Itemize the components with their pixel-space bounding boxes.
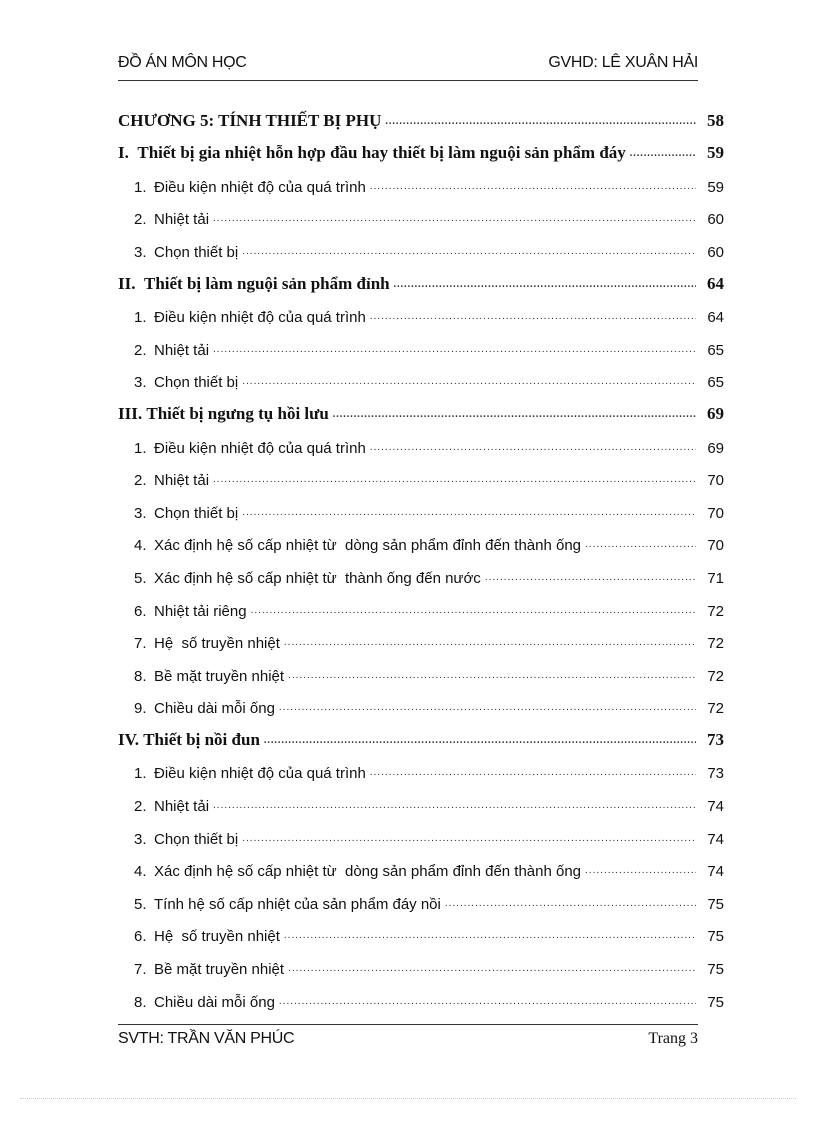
section-title — [129, 143, 138, 163]
item-page: 60 — [707, 243, 724, 261]
toc-leader-dots — [288, 963, 696, 974]
toc-leader-dots — [264, 735, 696, 746]
toc-leader-dots — [585, 539, 696, 550]
item-page: 59 — [707, 178, 724, 196]
toc-section-entry[interactable] — [118, 131, 724, 164]
item-text: Nhiệt tải — [154, 211, 210, 229]
item-text: Chiều dài mỗi ống — [154, 700, 275, 718]
item-page: 75 — [707, 895, 724, 913]
footer-rule — [118, 1024, 698, 1025]
toc-item-entry[interactable] — [118, 685, 724, 718]
toc-leader-dots — [485, 572, 696, 583]
table-of-contents — [118, 98, 724, 1011]
page-header — [118, 54, 698, 78]
item-text: Nhiệt tải — [154, 798, 210, 816]
section-numeral: I. — [118, 143, 129, 163]
toc-leader-dots — [288, 670, 696, 681]
toc-item-entry[interactable] — [118, 554, 724, 587]
item-text: Bề mặt truyền nhiệt — [154, 667, 285, 685]
section-title: Thiết bị ngưng tụ hồi lưu — [146, 403, 329, 423]
toc-leader-dots — [213, 344, 696, 355]
section-numeral: II. — [118, 273, 136, 293]
page-bottom-divider — [20, 1098, 796, 1099]
item-text: Nhiệt tải riêng — [154, 602, 247, 620]
item-text: Chọn thiết bị — [154, 830, 239, 848]
item-text: Điều kiện nhiệt độ của quá trình — [154, 439, 366, 457]
item-text: Điều kiện nhiệt độ của quá trình — [154, 309, 366, 327]
item-number: 5. — [134, 569, 147, 587]
section-page: 73 — [707, 729, 724, 749]
toc-leader-dots — [394, 279, 696, 290]
item-page: 72 — [707, 667, 724, 685]
header-rule — [118, 80, 698, 81]
toc-leader-dots — [279, 996, 696, 1007]
item-text: Bề mặt truyền nhiệt — [154, 961, 285, 979]
item-page: 71 — [707, 569, 724, 587]
item-page: 73 — [707, 765, 724, 783]
section-numeral: IV. — [118, 729, 139, 749]
item-number: 3. — [134, 504, 147, 522]
item-number: 6. — [134, 602, 147, 620]
item-page: 74 — [707, 863, 724, 881]
toc-leader-dots — [242, 507, 696, 518]
item-number: 8. — [134, 667, 147, 685]
toc-item-entry[interactable] — [118, 326, 724, 359]
item-number: 3. — [134, 830, 147, 848]
header-course-title: ĐỒ ÁN MÔN HỌC — [118, 54, 247, 71]
item-page: 69 — [707, 439, 724, 457]
toc-item-entry[interactable] — [118, 196, 724, 229]
item-text: Chọn thiết bị — [154, 374, 239, 392]
toc-item-entry[interactable] — [118, 620, 724, 653]
item-text: Xác định hệ số cấp nhiệt từ dòng sản phẩm đỉnh đến thành ống — [154, 863, 582, 881]
toc-leader-dots — [251, 605, 696, 616]
toc-item-entry[interactable] — [118, 489, 724, 522]
section-page: 69 — [707, 403, 724, 423]
item-number: 8. — [134, 993, 147, 1011]
item-number: 2. — [134, 798, 147, 816]
item-text: Chọn thiết bị — [154, 243, 239, 261]
chapter-page: 58 — [707, 110, 724, 130]
toc-section-entry[interactable] — [118, 717, 724, 750]
item-text: Chiều dài mỗi ống — [154, 993, 275, 1011]
item-text: Điều kiện nhiệt độ của quá trình — [154, 178, 366, 196]
toc-item-entry[interactable] — [118, 652, 724, 685]
toc-leader-dots — [370, 311, 696, 322]
item-number: 1. — [134, 309, 147, 327]
item-number: 1. — [134, 178, 147, 196]
item-page: 60 — [707, 211, 724, 229]
item-text: Nhiệt tải — [154, 341, 210, 359]
item-page: 65 — [707, 341, 724, 359]
item-page: 75 — [707, 961, 724, 979]
footer-student: SVTH: TRẦN VĂN PHÚC — [118, 1030, 295, 1047]
item-text: Chọn thiết bị — [154, 504, 239, 522]
toc-leader-dots — [242, 376, 696, 387]
item-text: Điều kiện nhiệt độ của quá trình — [154, 765, 366, 783]
toc-item-entry[interactable] — [118, 294, 724, 327]
toc-item-entry[interactable] — [118, 978, 724, 1011]
chapter-title: CHƯƠNG 5: TÍNH THIẾT BỊ PHỤ — [118, 110, 382, 130]
toc-item-entry[interactable] — [118, 424, 724, 457]
toc-leader-dots — [385, 116, 696, 127]
section-numeral: III. — [118, 403, 143, 423]
item-page: 75 — [707, 993, 724, 1011]
item-text: Tính hệ số cấp nhiệt của sản phẩm đáy nồi — [154, 895, 441, 913]
footer-page-number: Trang 3 — [648, 1030, 698, 1047]
toc-item-entry[interactable] — [118, 522, 724, 555]
item-page: 74 — [707, 798, 724, 816]
item-text: Hệ số truyền nhiệt — [154, 928, 280, 946]
item-number: 5. — [134, 895, 147, 913]
item-number: 1. — [134, 765, 147, 783]
toc-item-entry[interactable] — [118, 228, 724, 261]
toc-item-entry[interactable] — [118, 945, 724, 978]
toc-item-entry[interactable] — [118, 913, 724, 946]
toc-leader-dots — [284, 637, 696, 648]
item-page: 72 — [707, 602, 724, 620]
section-title: Thiết bị nồi đun — [143, 729, 260, 749]
toc-section-entry[interactable] — [118, 391, 724, 424]
toc-leader-dots — [213, 213, 696, 224]
toc-leader-dots — [370, 767, 696, 778]
item-page: 72 — [707, 635, 724, 653]
item-number: 2. — [134, 211, 147, 229]
item-number: 2. — [134, 472, 147, 490]
toc-leader-dots — [585, 865, 696, 876]
header-advisor: GVHD: LÊ XUÂN HẢI — [548, 54, 698, 71]
item-text: Nhiệt tải — [154, 472, 210, 490]
section-title: Thiết bị làm nguội sản phẩm đỉnh — [143, 273, 390, 293]
item-page: 70 — [707, 472, 724, 490]
item-page: 70 — [707, 537, 724, 555]
toc-leader-dots — [370, 181, 696, 192]
page-footer — [118, 1030, 698, 1052]
item-page: 70 — [707, 504, 724, 522]
item-number: 4. — [134, 537, 147, 555]
item-page: 64 — [707, 309, 724, 327]
item-page: 74 — [707, 830, 724, 848]
section-page: 59 — [707, 143, 724, 163]
toc-leader-dots — [213, 800, 696, 811]
toc-item-entry[interactable] — [118, 457, 724, 490]
item-page: 75 — [707, 928, 724, 946]
toc-item-entry[interactable] — [118, 359, 724, 392]
item-number: 2. — [134, 341, 147, 359]
toc-leader-dots — [213, 474, 696, 485]
item-number: 4. — [134, 863, 147, 881]
toc-item-entry[interactable] — [118, 163, 724, 196]
toc-item-entry[interactable] — [118, 848, 724, 881]
toc-section-entry[interactable] — [118, 261, 724, 294]
toc-leader-dots — [445, 898, 696, 909]
toc-chapter-entry[interactable] — [118, 98, 724, 131]
item-number: 7. — [134, 635, 147, 653]
toc-item-entry[interactable] — [118, 880, 724, 913]
toc-item-entry[interactable] — [118, 587, 724, 620]
toc-item-entry[interactable] — [118, 782, 724, 815]
spacer — [135, 274, 144, 294]
toc-item-entry[interactable] — [118, 815, 724, 848]
item-page: 65 — [707, 374, 724, 392]
item-number: 3. — [134, 243, 147, 261]
item-number: 3. — [134, 374, 147, 392]
toc-leader-dots — [630, 148, 696, 159]
item-number: 1. — [134, 439, 147, 457]
item-text: Xác định hệ số cấp nhiệt từ thành ống đến nước — [154, 569, 481, 587]
item-number: 9. — [134, 700, 147, 718]
item-text: Xác định hệ số cấp nhiệt từ dòng sản phẩm đỉnh đến thành ống — [154, 537, 582, 555]
section-page: 64 — [707, 273, 724, 293]
toc-leader-dots — [370, 442, 696, 453]
toc-leader-dots — [242, 246, 696, 257]
toc-leader-dots — [279, 702, 696, 713]
item-number: 7. — [134, 961, 147, 979]
toc-leader-dots — [333, 409, 696, 420]
toc-leader-dots — [242, 833, 696, 844]
item-text: Hệ số truyền nhiệt — [154, 635, 280, 653]
toc-item-entry[interactable] — [118, 750, 724, 783]
item-page: 72 — [707, 700, 724, 718]
section-title: Thiết bị gia nhiệt hỗn hợp đầu hay thiết bị làm nguội sản phẩm đáy — [137, 143, 626, 163]
item-number: 6. — [134, 928, 147, 946]
toc-leader-dots — [284, 930, 696, 941]
